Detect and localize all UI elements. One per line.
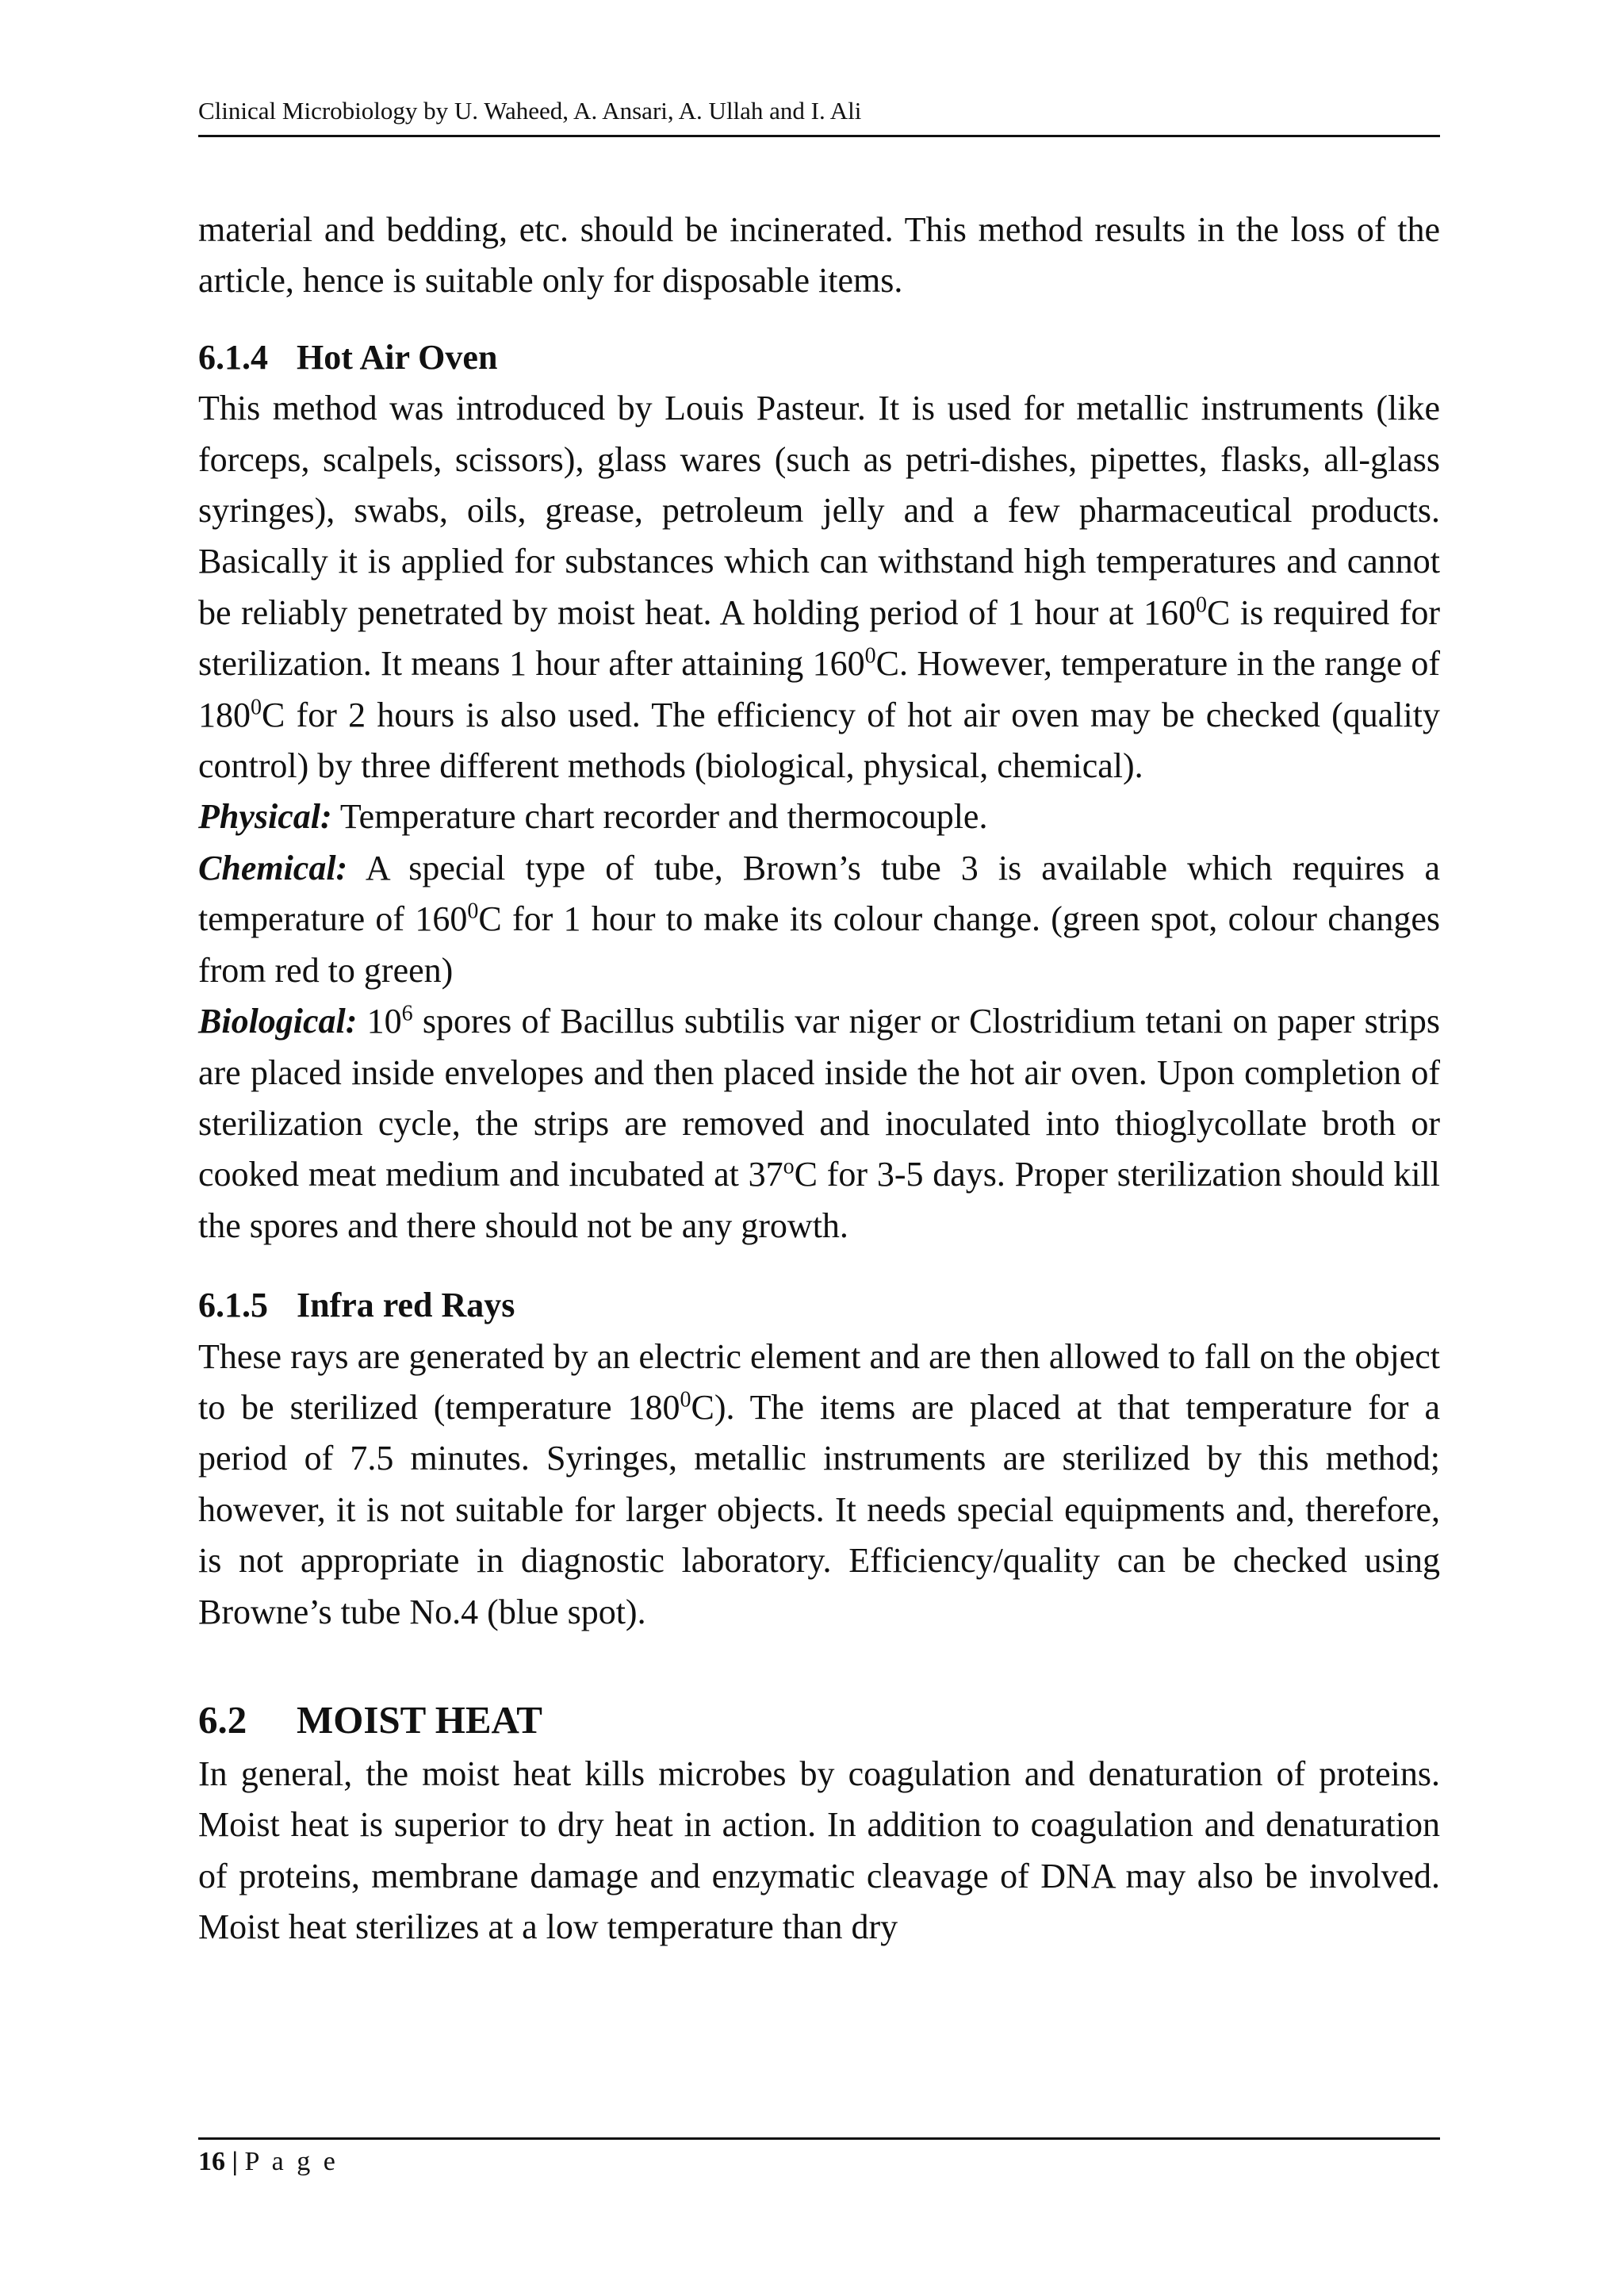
running-header (198, 95, 1440, 137)
document-page (198, 0, 1440, 2296)
physical-label: Physical: (198, 797, 332, 837)
section-number: 6.1.4 (198, 337, 268, 377)
chemical-label: Chemical: (198, 848, 348, 887)
superscript: 0 (864, 643, 876, 669)
text-run: A special type of tube, Brown’s tube 3 is available which requires a temperature of 160 (198, 848, 1440, 939)
footer-separator: | (225, 2147, 245, 2176)
infra-red-paragraph (198, 1332, 1440, 1638)
section-title: Hot Air Oven (297, 337, 498, 377)
section-6-1-4-heading (198, 332, 1440, 383)
section-number: 6.2 (198, 1697, 247, 1742)
text-run: C is required for sterilization. It means 1 hour after attaining 160 (198, 592, 1440, 684)
section-number: 6.1.5 (198, 1286, 268, 1325)
superscript: 0 (251, 695, 262, 719)
text-run: C for 3-5 days. Proper sterilization should kill the spores and there should not be any growth. (198, 1155, 1441, 1245)
superscript: 6 (401, 1001, 413, 1026)
section-6-1-5-heading (198, 1280, 1440, 1331)
intro-paragraph: material and bedding, etc. should be incinerated. This method results in the loss of the article, hence is suitable only for disposable items. (198, 210, 1440, 301)
superscript: 0 (1196, 592, 1208, 618)
page-body (198, 205, 1440, 1953)
biological-label: Biological: (198, 1002, 358, 1041)
text-run: spores of Bacillus subtilis var niger or Clostridium tetani on paper strips are placed inside envelopes and then placed inside the hot air oven. Upon completion of sterilization cycle, the strips are removed and inoculated into thioglycollate broth or cooked meat medium and incubated at 37 (198, 1002, 1440, 1194)
section-title: Infra red Rays (297, 1286, 515, 1325)
moist-heat-paragraph: In general, the moist heat kills microbes by coagulation and denaturation of proteins. Moist heat is superior to dry heat in action. In addition to coagulation and denaturation of proteins, membrane damage and enzymatic cleavage of DNA may also be involved. Moist heat sterilizes at a low temperature than dry (198, 1754, 1440, 1947)
page-number: 16 (198, 2147, 225, 2176)
biological-method-paragraph (198, 996, 1440, 1251)
superscript: 0 (467, 899, 479, 924)
running-title: Clinical Microbiology by U. Waheed, A. Ansari, A. Ullah and I. Ali (198, 97, 862, 125)
text-run: Temperature chart recorder and thermocouple. (331, 797, 988, 837)
text-run: C. However, temperature in the range of 180 (198, 644, 1440, 734)
page-word: P a g e (244, 2147, 339, 2176)
text-run: 10 (357, 1002, 402, 1041)
text-run: C). The items are placed at that temperature for a period of 7.5 minutes. Syringes, metallic instruments are sterilized by this method; however, it is not suitable for larger objects. It needs special equipments and, therefore, is not appropriate in diagnostic laboratory. Efficiency/quality can be checked using Browne’s tube No.4 (blue spot). (198, 1387, 1441, 1631)
superscript: 0 (680, 1387, 691, 1412)
section-title: MOIST HEAT (297, 1697, 542, 1742)
text-run: C for 2 hours is also used. The efficiency of hot air oven may be checked (quality control) by three different methods (biological, physical, chemical). (198, 695, 1440, 786)
physical-method-paragraph (198, 792, 1440, 842)
text-run: These rays are generated by an electric element and are then allowed to fall on the object to be sterilized (temperature 180 (198, 1336, 1440, 1427)
superscript: o (783, 1154, 795, 1179)
text-run: C for 1 hour to make its colour change. (green spot, colour changes from red to green) (198, 899, 1440, 990)
text-run: This method was introduced by Louis Pasteur. It is used for metallic instruments (like forceps, scalpels, scissors), glass wares (such as petri-dishes, pipettes, flasks, all-glass syringes), swabs, oils, grease, petroleum jelly and a few pharmaceutical products. Basically it is applied for substances which can withstand high temperatures and cannot be reliably penetrated by moist heat. A holding period of 1 hour at 160 (198, 389, 1440, 632)
running-footer (198, 2137, 1440, 2184)
chemical-method-paragraph (198, 843, 1440, 996)
hot-air-oven-paragraph (198, 383, 1440, 792)
section-6-2-heading (198, 1692, 1440, 1749)
